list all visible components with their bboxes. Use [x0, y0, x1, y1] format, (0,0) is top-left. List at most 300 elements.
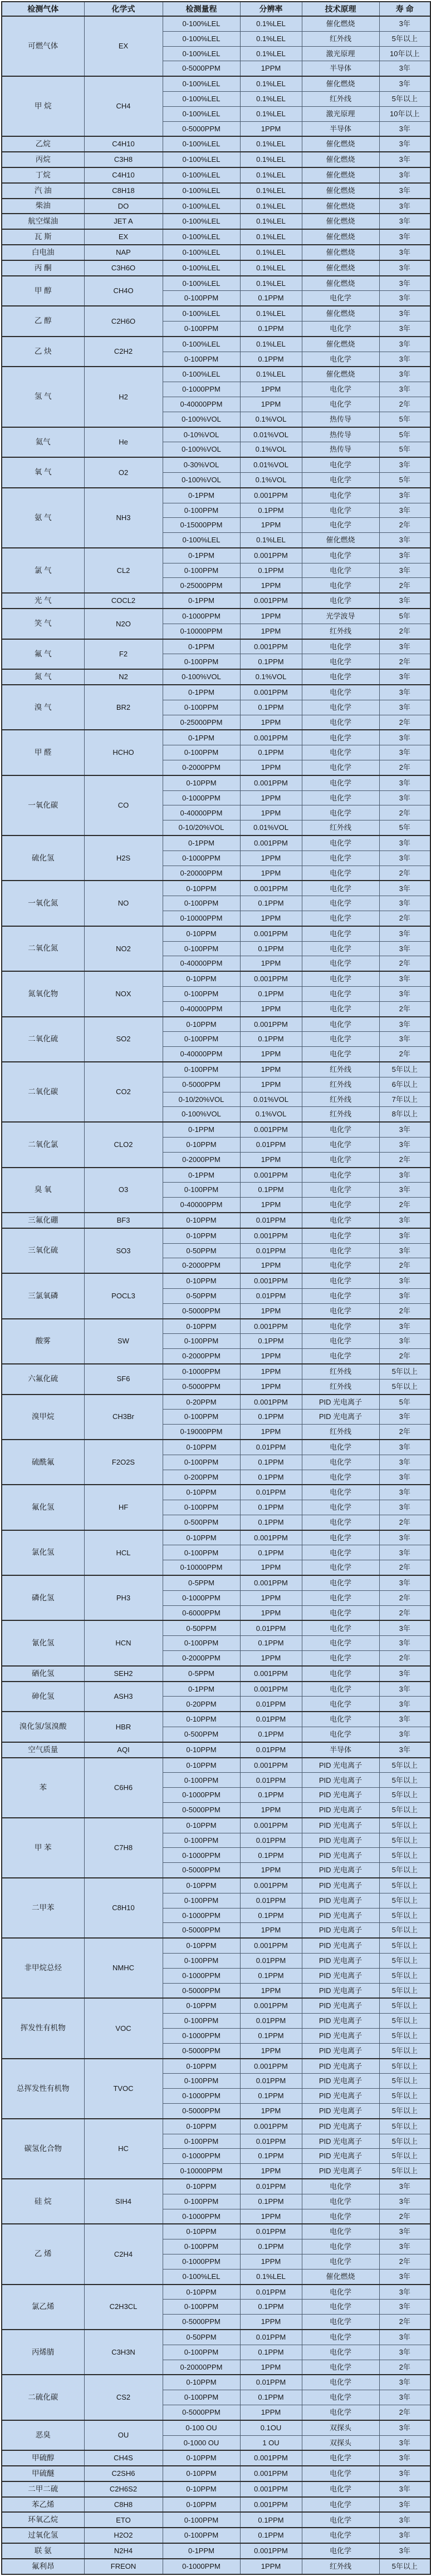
resolution-cell: 1PPM — [240, 61, 302, 76]
lifespan-cell: 5年以上 — [379, 1848, 430, 1863]
resolution-cell: 1PPM — [240, 2103, 302, 2118]
resolution-cell: 0.1PPM — [240, 654, 302, 669]
formula-cell: SIH4 — [84, 2179, 163, 2224]
principle-cell: PID 光电离子 — [302, 1833, 379, 1848]
resolution-cell: 0.01PPM — [240, 1440, 302, 1455]
resolution-cell: 0.1%VOL — [240, 472, 302, 487]
principle-cell: 电化学 — [302, 1258, 379, 1273]
principle-cell: 电化学 — [302, 1697, 379, 1712]
principle-cell: 电化学 — [302, 1152, 379, 1167]
lifespan-cell: 5年以上 — [379, 1983, 430, 1998]
gas-name-cell: 二甲二硫 — [2, 2481, 84, 2497]
table-row — [2, 229, 430, 245]
resolution-cell: 0.1%VOL — [240, 412, 302, 427]
principle-cell: 红外线 — [302, 91, 379, 106]
principle-cell: 热传导 — [302, 412, 379, 427]
principle-cell: 电化学 — [302, 1243, 379, 1258]
formula-cell: H2S — [84, 835, 163, 881]
principle-cell: 电化学 — [302, 1636, 379, 1651]
lifespan-cell: 3年 — [379, 1273, 430, 1288]
principle-cell: 电化学 — [302, 1500, 379, 1515]
gas-name-cell: 柴油 — [2, 199, 84, 214]
table-row — [2, 593, 430, 609]
principle-cell: 激光原理 — [302, 46, 379, 61]
resolution-cell: 1PPM — [240, 1349, 302, 1364]
table-header — [2, 2, 430, 16]
principle-cell: 电化学 — [302, 457, 379, 472]
principle-cell: 电化学 — [302, 956, 379, 971]
lifespan-cell: 3年 — [379, 685, 430, 700]
gas-name-cell: 氯 气 — [2, 548, 84, 593]
resolution-cell: 1PPM — [240, 1803, 302, 1818]
lifespan-cell: 2年 — [379, 866, 430, 881]
gas-name-cell: 二氧化氯 — [2, 1122, 84, 1167]
resolution-cell: 0.01PPM — [240, 1243, 302, 1258]
resolution-cell: 0.001PPM — [240, 1228, 302, 1243]
gas-name-cell: 非甲烷总烃 — [2, 1938, 84, 1998]
principle-cell: PID 光电离子 — [302, 2164, 379, 2179]
resolution-cell: 1PPM — [240, 1605, 302, 1620]
range-cell: 0-40000PPM — [163, 1047, 240, 1062]
range-cell: 0-2000PPM — [163, 1349, 240, 1364]
principle-cell: 催化燃烧 — [302, 245, 379, 260]
lifespan-cell: 2年 — [379, 805, 430, 820]
principle-cell: 催化燃烧 — [302, 199, 379, 214]
gas-name-cell: 硫化氢 — [2, 835, 84, 881]
lifespan-cell: 3年 — [379, 1575, 430, 1590]
resolution-cell: 0.1%LEL — [240, 245, 302, 260]
range-cell: 0-5000PPM — [163, 61, 240, 76]
range-cell: 0-100%LEL — [163, 533, 240, 548]
range-cell: 0-1000 OU — [163, 2435, 240, 2450]
formula-cell: O3 — [84, 1168, 163, 1213]
principle-cell: 电化学 — [302, 1303, 379, 1318]
formula-cell: C6H6 — [84, 1758, 163, 1818]
range-cell: 0-1PPM — [163, 1168, 240, 1183]
lifespan-cell: 3年 — [379, 1697, 430, 1712]
range-cell: 0-100PPM — [163, 1334, 240, 1349]
lifespan-cell: 3年 — [379, 2375, 430, 2390]
range-cell: 0-10000PPM — [163, 624, 240, 639]
principle-cell: 电化学 — [302, 503, 379, 518]
lifespan-cell: 5年以上 — [379, 1998, 430, 2013]
lifespan-cell: 3年 — [379, 2466, 430, 2481]
principle-cell: 电化学 — [302, 760, 379, 775]
principle-cell: 催化燃烧 — [302, 306, 379, 321]
range-cell: 0-1000PPM — [163, 2028, 240, 2043]
range-cell: 0-1000PPM — [163, 851, 240, 866]
principle-cell: 电化学 — [302, 1122, 379, 1137]
lifespan-cell: 5年以上 — [379, 1968, 430, 1983]
lifespan-cell: 3年 — [379, 2239, 430, 2254]
range-cell: 0-1000PPM — [163, 1908, 240, 1923]
principle-cell: 电化学 — [302, 971, 379, 986]
principle-cell: 电化学 — [302, 291, 379, 306]
principle-cell: 催化燃烧 — [302, 533, 379, 548]
resolution-cell: 0.01PPM — [240, 1833, 302, 1848]
principle-cell: PID 光电离子 — [302, 1923, 379, 1938]
resolution-cell: 1PPM — [240, 1379, 302, 1394]
lifespan-cell: 5年 — [379, 442, 430, 457]
principle-cell: 电化学 — [302, 775, 379, 790]
lifespan-cell: 3年 — [379, 593, 430, 609]
resolution-cell: 0.1PPM — [240, 896, 302, 911]
resolution-cell: 0.1%VOL — [240, 442, 302, 457]
resolution-cell: 0.1PPM — [240, 2239, 302, 2254]
resolution-cell: 1PPM — [240, 1863, 302, 1878]
resolution-cell: 0.001PPM — [240, 1938, 302, 1953]
formula-cell: C2SH6 — [84, 2466, 163, 2481]
principle-cell: 电化学 — [302, 881, 379, 896]
resolution-cell: 1PPM — [240, 1077, 302, 1092]
resolution-cell: 0.1PPM — [240, 1334, 302, 1349]
range-cell: 0-1PPM — [163, 835, 240, 851]
gas-name-cell: 酸雾 — [2, 1319, 84, 1364]
lifespan-cell: 3年 — [379, 1243, 430, 1258]
resolution-cell: 0.1%LEL — [240, 337, 302, 352]
resolution-cell: 1PPM — [240, 2315, 302, 2330]
principle-cell: 催化燃烧 — [302, 337, 379, 352]
principle-cell: 双探头 — [302, 2420, 379, 2435]
resolution-cell: 0.001PPM — [240, 1273, 302, 1288]
range-cell: 0-100PPM — [163, 1183, 240, 1198]
range-cell: 0-1000PPM — [163, 382, 240, 397]
lifespan-cell: 5年以上 — [379, 1863, 430, 1878]
lifespan-cell: 3年 — [379, 745, 430, 760]
gas-name-cell: 苯乙烯 — [2, 2497, 84, 2513]
principle-cell: 电化学 — [302, 1349, 379, 1364]
range-cell: 0-100PPM — [163, 352, 240, 367]
resolution-cell: 0.001PPM — [240, 1666, 302, 1682]
gas-name-cell: 瓦 斯 — [2, 229, 84, 245]
principle-cell: 电化学 — [302, 639, 379, 654]
gas-name-cell: 碳氢化合物 — [2, 2119, 84, 2179]
range-cell: 0-5000PPM — [163, 2043, 240, 2058]
lifespan-cell: 3年 — [379, 2528, 430, 2543]
principle-cell: 红外线 — [302, 624, 379, 639]
lifespan-cell: 2年 — [379, 2315, 430, 2330]
range-cell: 0-5PPM — [163, 1666, 240, 1682]
gas-name-cell: 一氧化碳 — [2, 775, 84, 835]
lifespan-cell: 5年以上 — [379, 2164, 430, 2179]
range-cell: 0-10PPM — [163, 1878, 240, 1893]
range-cell: 0-5000PPM — [163, 1863, 240, 1878]
lifespan-cell: 3年 — [379, 121, 430, 136]
principle-cell: 电化学 — [302, 2390, 379, 2405]
formula-cell: TVOC — [84, 2059, 163, 2119]
gas-name-cell: 恶臭 — [2, 2420, 84, 2451]
principle-cell: 电化学 — [302, 2239, 379, 2254]
lifespan-cell: 3年 — [379, 2345, 430, 2360]
lifespan-cell: 3年 — [379, 971, 430, 986]
principle-cell: 催化燃烧 — [302, 76, 379, 91]
resolution-cell: 1PPM — [240, 866, 302, 881]
principle-cell: 电化学 — [302, 700, 379, 715]
range-cell: 0-10PPM — [163, 1228, 240, 1243]
resolution-cell: 0.01PPM — [240, 2179, 302, 2194]
range-cell: 0-10PPM — [163, 2450, 240, 2466]
gas-spec-table — [1, 1, 431, 2575]
gas-name-cell: 溴甲烷 — [2, 1395, 84, 1440]
table-row — [2, 488, 430, 503]
principle-cell: PID 光电离子 — [302, 2149, 379, 2164]
range-cell: 0-100%LEL — [163, 367, 240, 382]
principle-cell: 催化燃烧 — [302, 183, 379, 199]
formula-cell: SW — [84, 1319, 163, 1364]
lifespan-cell: 3年 — [379, 730, 430, 745]
range-cell: 0-40000PPM — [163, 805, 240, 820]
formula-cell: SO3 — [84, 1228, 163, 1273]
principle-cell: 电化学 — [302, 472, 379, 487]
header-principle: 技术原理 — [302, 2, 379, 16]
lifespan-cell: 3年 — [379, 1440, 430, 1455]
resolution-cell: 1PPM — [240, 624, 302, 639]
range-cell: 0-50PPM — [163, 2330, 240, 2345]
table-row — [2, 1666, 430, 1682]
gas-name-cell: 三氟化硼 — [2, 1213, 84, 1228]
formula-cell: C8H18 — [84, 183, 163, 199]
resolution-cell: 0.001PPM — [240, 2543, 302, 2559]
resolution-cell: 0.1%LEL — [240, 306, 302, 321]
range-cell: 0-10PPM — [163, 2224, 240, 2239]
lifespan-cell: 2年 — [379, 397, 430, 412]
table-row — [2, 2497, 430, 2513]
lifespan-cell: 5年 — [379, 1395, 430, 1410]
range-cell: 0-5000PPM — [163, 2405, 240, 2420]
principle-cell: 电化学 — [302, 745, 379, 760]
principle-cell: PID 光电离子 — [302, 2134, 379, 2149]
principle-cell: 催化燃烧 — [302, 152, 379, 167]
lifespan-cell: 5年以上 — [379, 1818, 430, 1833]
formula-cell: C3H6O — [84, 260, 163, 276]
principle-cell: 催化燃烧 — [302, 276, 379, 291]
principle-cell: 电化学 — [302, 1273, 379, 1288]
table-row — [2, 2512, 430, 2528]
principle-cell: 电化学 — [302, 1620, 379, 1635]
gas-name-cell: 硅 烷 — [2, 2179, 84, 2224]
range-cell: 0-10PPM — [163, 2179, 240, 2194]
lifespan-cell: 3年 — [379, 941, 430, 956]
principle-cell: 电化学 — [302, 2224, 379, 2239]
range-cell: 0-100PPM — [163, 2390, 240, 2405]
resolution-cell: 1PPM — [240, 1983, 302, 1998]
lifespan-cell: 2年 — [379, 1152, 430, 1167]
range-cell: 0-10PPM — [163, 2466, 240, 2481]
range-cell: 0-100%LEL — [163, 31, 240, 46]
formula-cell: DO — [84, 199, 163, 214]
range-cell: 0-1PPM — [163, 730, 240, 745]
range-cell: 0-10PPM — [163, 1273, 240, 1288]
table-row — [2, 1878, 430, 1893]
lifespan-cell: 5年以上 — [379, 1938, 430, 1953]
formula-cell: C3H8 — [84, 152, 163, 167]
range-cell: 0-100%LEL — [163, 260, 240, 276]
principle-cell: 电化学 — [302, 866, 379, 881]
resolution-cell: 0.1PPM — [240, 2300, 302, 2315]
resolution-cell: 1PPM — [240, 397, 302, 412]
formula-cell: NO2 — [84, 926, 163, 971]
table-row — [2, 2420, 430, 2435]
formula-cell: C8H10 — [84, 1878, 163, 1938]
table-row — [2, 1062, 430, 1077]
range-cell: 0-20PPM — [163, 1697, 240, 1712]
resolution-cell: 0.01PPM — [240, 2014, 302, 2029]
resolution-cell: 1PPM — [240, 760, 302, 775]
table-row — [2, 835, 430, 851]
lifespan-cell: 3年 — [379, 1168, 430, 1183]
range-cell: 0-20PPM — [163, 1395, 240, 1410]
lifespan-cell: 2年 — [379, 2405, 430, 2420]
range-cell: 0-10PPM — [163, 2119, 240, 2134]
lifespan-cell: 3年 — [379, 306, 430, 321]
range-cell: 0-100PPM — [163, 1833, 240, 1848]
table-row — [2, 1168, 430, 1183]
lifespan-cell: 3年 — [379, 337, 430, 352]
table-row — [2, 2481, 430, 2497]
header-resolution: 分辨率 — [240, 2, 302, 16]
resolution-cell: 0.001PPM — [240, 593, 302, 609]
principle-cell: 催化燃烧 — [302, 2269, 379, 2284]
formula-cell: HC — [84, 2119, 163, 2179]
range-cell: 0-20000PPM — [163, 2360, 240, 2375]
header-lifespan: 寿 命 — [379, 2, 430, 16]
principle-cell: 电化学 — [302, 352, 379, 367]
lifespan-cell: 3年 — [379, 1137, 430, 1152]
gas-name-cell: 空气质量 — [2, 1742, 84, 1758]
table-row — [2, 1122, 430, 1137]
header-formula: 化学式 — [84, 2, 163, 16]
table-row — [2, 971, 430, 986]
resolution-cell: 0.01PPM — [240, 1213, 302, 1228]
lifespan-cell: 5年以上 — [379, 1758, 430, 1773]
gas-name-cell: 丙 酮 — [2, 260, 84, 276]
resolution-cell: 1PPM — [240, 2405, 302, 2420]
principle-cell: 电化学 — [302, 851, 379, 866]
range-cell: 0-100%LEL — [163, 167, 240, 183]
resolution-cell: 0.001PPM — [240, 2466, 302, 2481]
range-cell: 0-10PPM — [163, 971, 240, 986]
lifespan-cell: 5年以上 — [379, 31, 430, 46]
principle-cell: PID 光电离子 — [302, 1788, 379, 1803]
table-row — [2, 2179, 430, 2194]
formula-cell: AQI — [84, 1742, 163, 1758]
table-row — [2, 2285, 430, 2300]
formula-cell: JET A — [84, 214, 163, 229]
gas-name-cell: 二氧化硫 — [2, 1017, 84, 1062]
resolution-cell: 0.1PPM — [240, 941, 302, 956]
range-cell: 0-40000PPM — [163, 1001, 240, 1016]
formula-cell: H2O2 — [84, 2528, 163, 2543]
principle-cell: PID 光电离子 — [302, 1773, 379, 1788]
resolution-cell: 0.1%LEL — [240, 199, 302, 214]
table-row — [2, 2528, 430, 2543]
lifespan-cell: 3年 — [379, 1032, 430, 1047]
lifespan-cell: 3年 — [379, 260, 430, 276]
range-cell: 0-40000PPM — [163, 1198, 240, 1213]
range-cell: 0-100%LEL — [163, 306, 240, 321]
principle-cell: PID 光电离子 — [302, 1998, 379, 2013]
resolution-cell: 0.1PPM — [240, 2149, 302, 2164]
lifespan-cell: 5年以上 — [379, 2559, 430, 2574]
formula-cell: F2 — [84, 639, 163, 670]
resolution-cell: 1PPM — [240, 1364, 302, 1379]
principle-cell: 电化学 — [302, 1530, 379, 1545]
resolution-cell: 0.1PPM — [240, 700, 302, 715]
formula-cell: BF3 — [84, 1213, 163, 1228]
lifespan-cell: 3年 — [379, 321, 430, 336]
principle-cell: 电化学 — [302, 790, 379, 805]
principle-cell: 热传导 — [302, 442, 379, 457]
table-row — [2, 1228, 430, 1243]
table-row — [2, 881, 430, 896]
principle-cell: 电化学 — [302, 593, 379, 609]
lifespan-cell: 10年以上 — [379, 46, 430, 61]
range-cell: 0-10PPM — [163, 2059, 240, 2074]
principle-cell: PID 光电离子 — [302, 1803, 379, 1818]
resolution-cell: 0.1PPM — [240, 1500, 302, 1515]
resolution-cell: 0.1PPM — [240, 2028, 302, 2043]
lifespan-cell: 2年 — [379, 1258, 430, 1273]
gas-name-cell: 甲 醇 — [2, 276, 84, 306]
lifespan-cell: 5年以上 — [379, 1878, 430, 1893]
gas-name-cell: 苯 — [2, 1758, 84, 1818]
table-row — [2, 367, 430, 382]
principle-cell: 电化学 — [302, 518, 379, 533]
table-row — [2, 2450, 430, 2466]
gas-name-cell: 光 气 — [2, 593, 84, 609]
formula-cell: C2H2 — [84, 337, 163, 367]
resolution-cell: 0.1%LEL — [240, 260, 302, 276]
formula-cell: C4H10 — [84, 136, 163, 152]
resolution-cell: 0.01PPM — [240, 1137, 302, 1152]
lifespan-cell: 5年以上 — [379, 1893, 430, 1908]
lifespan-cell: 3年 — [379, 1410, 430, 1425]
lifespan-cell: 2年 — [379, 911, 430, 926]
gas-name-cell: 氯乙烯 — [2, 2285, 84, 2330]
range-cell: 0-1PPM — [163, 488, 240, 503]
principle-cell: 红外线 — [302, 2559, 379, 2574]
lifespan-cell: 3年 — [379, 2481, 430, 2497]
range-cell: 0-10PPM — [163, 1213, 240, 1228]
formula-cell: CH3Br — [84, 1395, 163, 1440]
principle-cell: 电化学 — [302, 1168, 379, 1183]
gas-name-cell: 氯化氢 — [2, 1530, 84, 1575]
lifespan-cell: 3年 — [379, 1470, 430, 1485]
range-cell: 0-1PPM — [163, 2543, 240, 2559]
gas-name-cell: 甲硫醚 — [2, 2466, 84, 2481]
resolution-cell: 0.1PPM — [240, 1727, 302, 1742]
lifespan-cell: 3年 — [379, 851, 430, 866]
gas-name-cell: 乙 醇 — [2, 306, 84, 337]
principle-cell: 电化学 — [302, 1198, 379, 1213]
principle-cell: 电化学 — [302, 1213, 379, 1228]
range-cell: 0-100%LEL — [163, 276, 240, 291]
principle-cell: PID 光电离子 — [302, 2074, 379, 2089]
lifespan-cell: 5年以上 — [379, 1923, 430, 1938]
lifespan-cell: 3年 — [379, 1228, 430, 1243]
range-cell: 0-10PPM — [163, 2497, 240, 2513]
range-cell: 0-5000PPM — [163, 1379, 240, 1394]
table-row — [2, 730, 430, 745]
range-cell: 0-5000PPM — [163, 1923, 240, 1938]
principle-cell: 半导体 — [302, 121, 379, 136]
lifespan-cell: 3年 — [379, 563, 430, 578]
resolution-cell: 1PPM — [240, 1923, 302, 1938]
lifespan-cell: 5年以上 — [379, 2028, 430, 2043]
lifespan-cell: 3年 — [379, 382, 430, 397]
resolution-cell: 1PPM — [240, 382, 302, 397]
range-cell: 0-10PPM — [163, 1440, 240, 1455]
